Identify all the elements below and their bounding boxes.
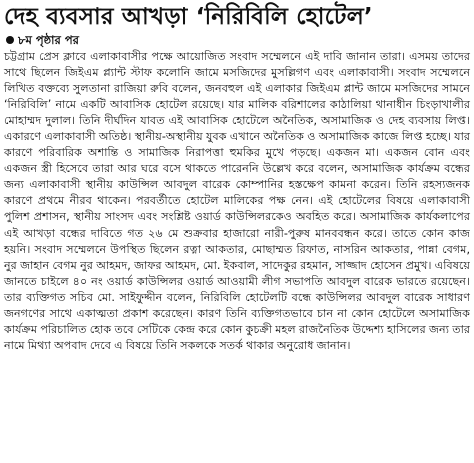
bullet-icon: [6, 36, 14, 44]
continuation-line: [6, 32, 470, 48]
article-body: চট্টগ্রাম প্রেস ক্লাবে এলাকাবাসীর পক্ষে আয়োজিত সংবাদ সম্মেলনে এই দাবি জানান তারা। এসময় তাদের সাথে ছিলেন জিইএম প্ল্যান্ট স্টাফ কলোনি জামে মসজিদের মুসল্লিগণ এবং এলাকাবাসী। সংবাদ সম্মেলনে লিখিত বক্তব্যে সুলতানা রাজিয়া রুবি বলেন, জনবহুল এই এলাকার জিইএম প্লান্ট জামে মসজিদের সামনে ‘নিরিবিলি’ নামে একটি আবাসিক হোটেল রয়েছে। যার মালিক বরিশালের কাঠালিয়া থানাধীন চিংড়াখালীর মোহাম্মদ দুলাল। তিনি দীর্ঘদিন যাবত এই আবাসিক হোটেলে অনৈতিক, অসামাজিক ও দেহ ব্যবসায় লিপ্ত। একারণে এলাকাবাসী অতিষ্ঠ। স্থানীয়-অস্থানীয় যুবক এখানে অনৈতিক ও অসামাজিক কাজে লিপ্ত হচ্ছে। যার কারণে পরিবারিক অশান্তি ও সামাজিক নিরাপত্তা হুমকির মুখে পড়ছে। একজন মা। একজন বোন এবং একজন স্ত্রী হিসেবে তারা আর ঘরে বসে থাকতে পারেননি উল্লেখ করে বলেন, অসামাজিক কার্যক্রম বন্ধের জন্য এলাকাবাসী স্থানীয় কাউন্সিল আবদুল বারেক কোম্পানির হস্তক্ষেপ কামনা করেন। তিনি রহস্যজনক কারণে প্রথমে নীরব থাকেন। পরবর্তীতে হোটেল মালিকের পক্ষ নেন। এই হোটেলের বিষয়ে এলাকাবাসী পুলিশ প্রশাসন, স্থানীয় সাংসদ এবং সংশ্লিষ্ট ওয়ার্ড কাউন্সিলরকেও অবহিত করে। অসামাজিক কার্যকলাপের এই আখড়া বন্ধের দাবিতে গত ২৬ মে শুক্রবার হাজারো নারী-পুরুষ মানববন্ধন করে। তাতে কোন কাজ হয়নি। সংবাদ সম্মেলনে উপস্থিত ছিলেন রত্না আকতার, মোছাম্মত রিফাত, নাসরিন আকতার, পান্না বেগম, নুর জাহান বেগম নুর আহমদ, জাফর আহমদ, মো. ইকবাল, সাদেকুর রহমান, সাজ্জাদ হোসেন প্রমুখ। এবিষয়ে জানতে চাইলে ৪০ নং ওয়ার্ড কাউন্সিলর ওয়ার্ড আওয়ামী লীগ সভাপতি আবদুল বারেক ভারতে রয়েছেন। তার ব্যক্তিগত সচিব মো. সাইফুদ্দীন বলেন, নিরিবিলি হোটেলটি বন্ধে কাউন্সিলর আবদুল বারেক সাধারণ জনগণের সাথে একাত্মতা প্রকাশ করেছেন। কারণ তিনি ব্যক্তিগতভাবে চান না কোন হোটেলে অসামাজিক কার্যক্রম পরিচালিত হোক তবে সেটিকে কেন্দ্র করে কোন কুচক্রী মহল রাজনৈতিক উদ্দেশ্য হাসিলের জন্য তার নামে মিথ্যা অপবাদ দেবে এ বিষয়ে তিনি সকলকে সতর্ক থাকার অনুরোধ জানান।: [4, 50, 470, 352]
article-headline: দেহ ব্যবসার আখড়া ‘নিরিবিলি হোটেল’: [4, 4, 373, 30]
continuation-marker: ৮ম পৃষ্ঠার পর: [18, 33, 79, 47]
